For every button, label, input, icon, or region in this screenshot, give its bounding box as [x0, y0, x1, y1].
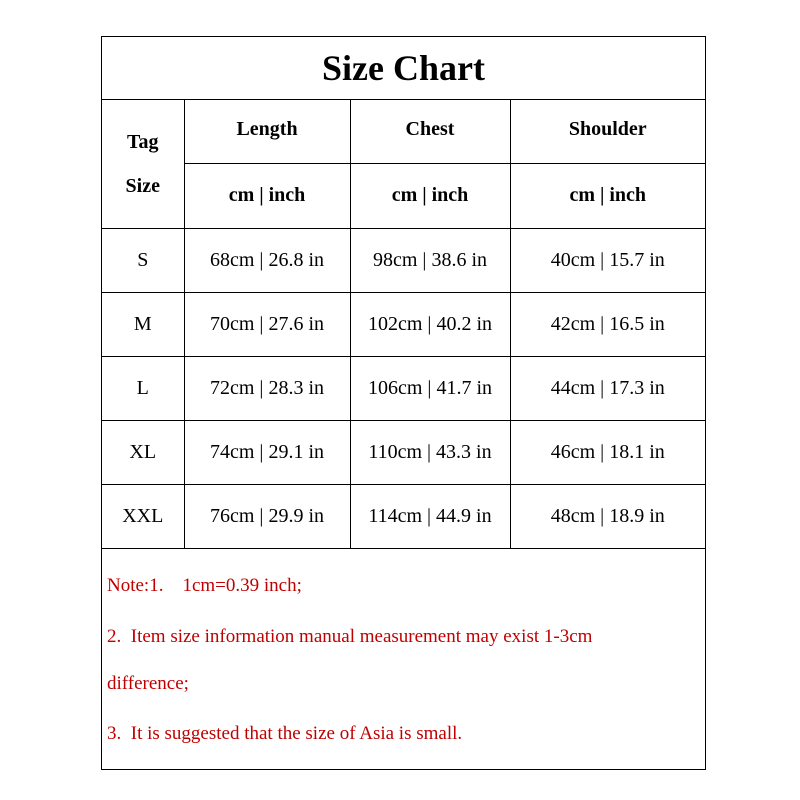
shoulder-cell: 44cm | 17.3 in: [510, 356, 705, 420]
chest-unit: cm | inch: [350, 163, 510, 228]
chart-title: Size Chart: [102, 37, 705, 100]
size-cell: S: [102, 228, 184, 292]
shoulder-header: Shoulder: [510, 100, 705, 163]
chest-cell: 114cm | 44.9 in: [350, 484, 510, 548]
shoulder-cell: 48cm | 18.9 in: [510, 484, 705, 548]
table-row: [102, 420, 705, 484]
notes-section: [102, 548, 705, 744]
shoulder-cell: 42cm | 16.5 in: [510, 292, 705, 356]
length-cell: 68cm | 26.8 in: [184, 228, 350, 292]
chest-cell: 98cm | 38.6 in: [350, 228, 510, 292]
length-header: Length: [184, 100, 350, 163]
unit-row: [102, 163, 705, 228]
length-cell: 74cm | 29.1 in: [184, 420, 350, 484]
table-row: [102, 484, 705, 548]
note-line-3: difference;: [107, 673, 189, 694]
length-cell: 76cm | 29.9 in: [184, 484, 350, 548]
shoulder-unit: cm | inch: [510, 163, 705, 228]
size-cell: XXL: [102, 484, 184, 548]
header-row: [102, 100, 705, 163]
length-cell: 72cm | 28.3 in: [184, 356, 350, 420]
size-cell: XL: [102, 420, 184, 484]
tag-size-header: [102, 100, 184, 228]
chest-header: Chest: [350, 100, 510, 163]
length-cell: 70cm | 27.6 in: [184, 292, 350, 356]
size-chart-frame: [101, 36, 706, 770]
size-cell: L: [102, 356, 184, 420]
shoulder-cell: 46cm | 18.1 in: [510, 420, 705, 484]
tag-header-line1: Tag: [126, 130, 159, 153]
note-line-1: Note:1. 1cm=0.39 inch;: [107, 575, 302, 596]
shoulder-cell: 40cm | 15.7 in: [510, 228, 705, 292]
tag-header-line2: Size: [125, 174, 160, 197]
table-row: [102, 292, 705, 356]
size-cell: M: [102, 292, 184, 356]
chest-cell: 102cm | 40.2 in: [350, 292, 510, 356]
length-unit: cm | inch: [184, 163, 350, 228]
size-table: [102, 100, 705, 549]
note-line-4: 3. It is suggested that the size of Asia is small.: [107, 723, 463, 744]
note-line-2: 2. Item size information manual measurement may exist 1-3cm: [107, 626, 593, 647]
table-row: [102, 356, 705, 420]
chest-cell: 110cm | 43.3 in: [350, 420, 510, 484]
chest-cell: 106cm | 41.7 in: [350, 356, 510, 420]
table-row: [102, 228, 705, 292]
